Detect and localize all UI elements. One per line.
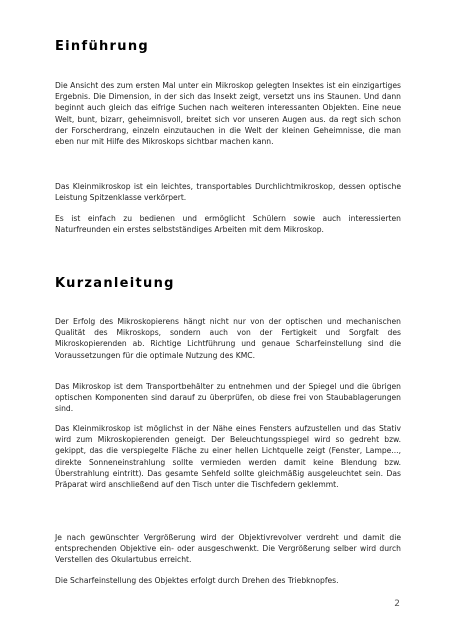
paragraph-quick-success: Der Erfolg des Mikroskopierens hängt nicht nur von der optischen und mechanischen Qualität des Mikroskops, sondern auch von der Fertigkeit und Sorgfalt des Mikroskopierenden ab. Richtige Lichtführung und genaue Scharfeinstellung sind die Voraussetzungen für die optimale Nutzung des KMC. [55,317,401,360]
paragraph-quick-setup: Das Kleinmikroskop ist möglichst in der Nähe eines Fensters aufzustellen und das Stativ wird zum Mikroskopierenden geneigt. Der Beleuchtungsspiegel wird so gedreht bzw. gekippt, das die verspiegelte Fläche zu einer hellen Lichtquelle zeigt (Fenster, Lampe..., direkte Sonneneinstrahlung sollte vermieden werden damit keine Blendung bzw. Überstrahlung eintritt). Das gesamte Sehfeld sollte gleichmäßig ausgeleuchtet sein. Das Präparat wird anschließend auf den Tisch unter die Tischfedern geklemmt. [55,424,401,490]
paragraph-intro-insect: Die Ansicht des zum ersten Mal unter ein Mikroskop gelegten Insektes ist ein einzigartiges Ergebnis. Die Dimension, in der sich das Insekt zeigt, versetzt uns ins Staunen. Und dann beginnt auch gleich das eifrige Suchen nach weiteren interessanten Objekten. Eine neue Welt, bunt, bizarr, geheimnisvoll, breitet sich vor unseren Augen aus. da regt sich schon der Forscherdrang, einzeln einzutauchen in die Welt der kleinen Geheimnisse, die man eben nur mit Hilfe des Mikroskops sichtbar machen kann. [55,81,401,147]
section-heading-kurzanleitung: Kurzanleitung [55,276,175,291]
paragraph-intro-usage: Es ist einfach zu bedienen und ermöglicht Schülern sowie auch interessierten Naturfreunden ein erstes selbstständiges Arbeiten mit dem Mikroskop. [55,214,401,235]
paragraph-quick-magnification: Je nach gewünschter Vergrößerung wird der Objektivrevolver verdreht und damit die entsprechenden Objektive ein- oder ausgeschwenkt. Die Vergrößerung selber wird durch Verstellen des Okulartubus erreicht. [55,533,401,565]
paragraph-quick-focus: Die Scharfeinstellung des Objektes erfolgt durch Drehen des Triebknopfes. [55,576,339,585]
paragraph-quick-transport: Das Mikroskop ist dem Transportbehälter zu entnehmen und der Spiegel und die übrigen optischen Komponenten sind darauf zu überprüfen, ob diese frei von Staubablagerungen sind. [55,382,401,414]
paragraph-intro-microscope: Das Kleinmikroskop ist ein leichtes, transportables Durchlichtmikroskop, dessen optische Leistung Spitzenklasse verkörpert. [55,182,401,203]
section-heading-einfuehrung: Einführung [55,39,149,54]
page-number: 2 [394,599,400,609]
